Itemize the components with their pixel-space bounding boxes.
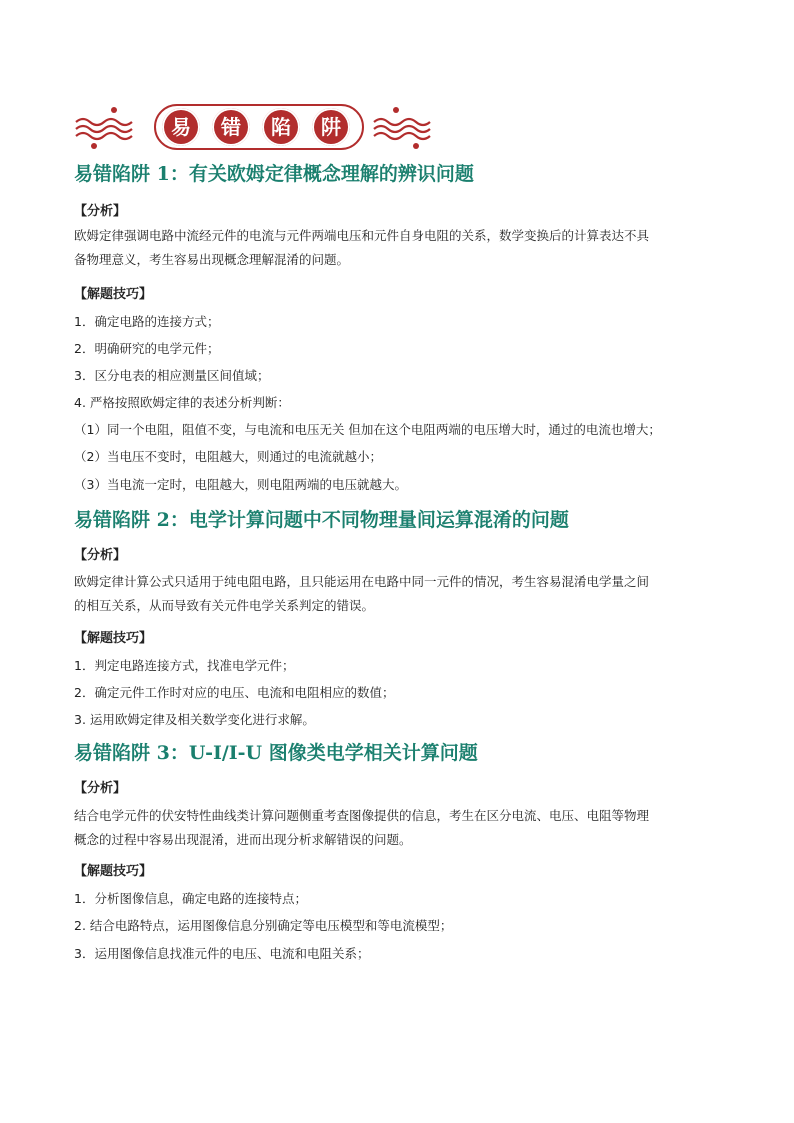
section-2-tip-1: 1．判定电路连接方式，找准电学元件； — [74, 658, 295, 673]
section-3-title: 易错陷阱 3：U-I/I-U 图像类电学相关计算问题 — [74, 742, 478, 764]
section-3-tip-1: 1．分析图像信息，确定电路的连接特点； — [74, 891, 307, 906]
section-1-tip-3: 3．区分电表的相应测量区间值域； — [74, 368, 270, 383]
section-1-tips-label: 【解题技巧】 — [74, 287, 153, 302]
section-2-title: 易错陷阱 2：电学计算问题中不同物理量间运算混淆的问题 — [74, 509, 569, 531]
section-3-tip-2: 2. 结合电路特点，运用图像信息分别确定等电压模型和等电流模型； — [74, 918, 453, 933]
section-1-analysis-line-1: 欧姆定律强调电路中流经元件的电流与元件两端电压和元件自身电阻的关系，数学变换后的计算表达不具 — [74, 228, 650, 243]
banner-char-1: 易 — [162, 108, 200, 146]
section-1-tip-4: 4. 严格按照欧姆定律的表述分析判断： — [74, 395, 290, 410]
section-1-analysis-line-2: 备物理意义，考生容易出现概念理解混淆的问题。 — [74, 252, 350, 267]
section-1-tip-4-2: （2）当电压不变时，电阻越大，则通过的电流就越小； — [74, 449, 382, 464]
section-2-tip-2: 2．确定元件工作时对应的电压、电流和电阻相应的数值； — [74, 685, 395, 700]
section-3-tip-3: 3．运用图像信息找准元件的电压、电流和电阻关系； — [74, 946, 370, 961]
section-1-tip-1: 1．确定电路的连接方式； — [74, 314, 220, 329]
section-1-tip-4-3: （3）当电流一定时，电阻越大，则电阻两端的电压就越大。 — [74, 477, 407, 492]
section-2-tip-3: 3. 运用欧姆定律及相关数学变化进行求解。 — [74, 712, 315, 727]
section-1-analysis-text — [74, 224, 724, 272]
section-3-analysis-label: 【分析】 — [74, 781, 127, 796]
section-2-analysis-label: 【分析】 — [74, 548, 127, 563]
section-2-analysis-line-1: 欧姆定律计算公式只适用于纯电阻电路，且只能运用在电路中同一元件的情况，考生容易混淆电学量之间 — [74, 574, 650, 589]
banner-title — [154, 104, 366, 152]
section-1-analysis-label: 【分析】 — [74, 204, 127, 219]
section-3-analysis-text — [74, 804, 724, 852]
section-banner — [74, 98, 436, 156]
section-2-analysis-text — [74, 570, 724, 618]
section-3-analysis-line-1: 结合电学元件的伏安特性曲线类计算问题侧重考查图像提供的信息，考生在区分电流、电压、电阻等物理 — [74, 808, 650, 823]
section-1-title: 易错陷阱 1：有关欧姆定律概念理解的辨识问题 — [74, 163, 474, 185]
section-1-tip-4-1: （1）同一个电阻，阻值不变，与电流和电压无关 但加在这个电阻两端的电压增大时，通过的电流也增大； — [74, 422, 661, 437]
banner-char-3: 陷 — [262, 108, 300, 146]
section-2-analysis-line-2: 的相互关系，从而导致有关元件电学关系判定的错误。 — [74, 598, 375, 613]
banner-char-2: 错 — [212, 108, 250, 146]
section-2-tips-label: 【解题技巧】 — [74, 631, 153, 646]
section-1-tip-2: 2．明确研究的电学元件； — [74, 341, 220, 356]
section-3-analysis-line-2: 概念的过程中容易出现混淆，进而出现分析求解错误的问题。 — [74, 832, 412, 847]
wave-ornament-right-icon — [370, 106, 436, 150]
section-3-tips-label: 【解题技巧】 — [74, 864, 153, 879]
banner-char-4: 阱 — [312, 108, 350, 146]
wave-ornament-left-icon — [74, 106, 140, 150]
